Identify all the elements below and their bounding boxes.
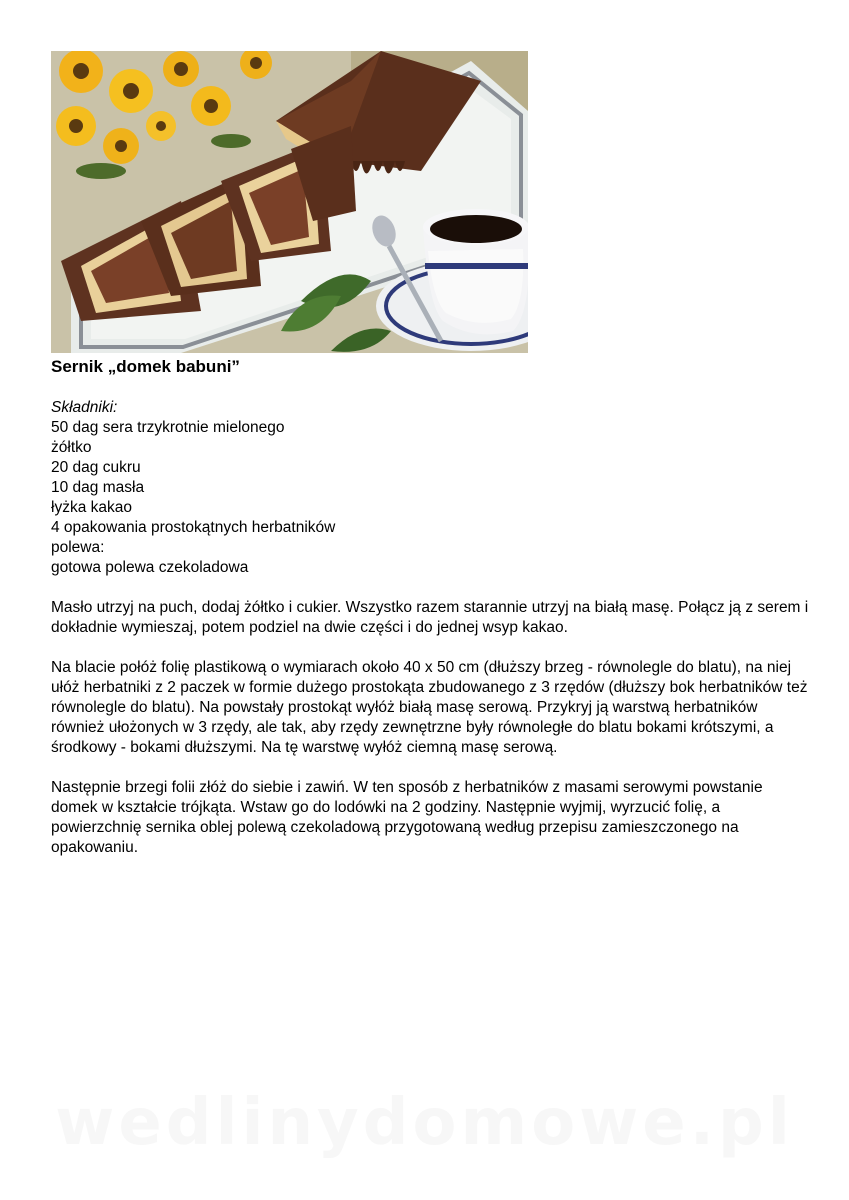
step-paragraph-3: Następnie brzegi folii złóż do siebie i zawiń. W ten sposób z herbatników z masami serowymi powstanie domek w kształcie trójkąta. Wstaw go do lodówki na 2 godziny. Następnie wyjmij, wyrzucić folię, a powierzchnię sernika oblej polewą czekoladową przygotowaną według przepisu zamieszczonego na opakowaniu. [51,779,763,856]
recipe-title: Sernik „domek babuni” [51,357,240,376]
step-paragraph-2: Na blacie połóż folię plastikową o wymiarach około 40 x 50 cm (dłuższy brzeg - równolegle do blatu), na niej ułóż herbatniki z 2 paczek w formie dużego prostokąta zbudowanego z 3 rzędów (dłuższy bok herbatników też równolegle do blatu). Na powstały prostokąt wyłóż białą masę serową. Przykryj ją warstwą herbatników również ułożonych w 3 rzędy, ale tak, aby rzędy zewnętrzne były równoległe do blatu bokami krótszymi, a środkowy - bokami dłuższymi. Na tę warstwę wyłóż ciemną masę serową. [51,659,808,756]
ingredient-item: 20 dag cukru [51,459,141,476]
ingredient-item: łyżka kakao [51,499,132,516]
ingredient-item: 50 dag sera trzykrotnie mielonego [51,419,285,436]
ingredient-item: polewa: [51,539,105,556]
ingredient-item: gotowa polewa czekoladowa [51,559,249,576]
ingredients-list [51,418,811,578]
step-paragraph-1: Masło utrzyj na puch, dodaj żółtko i cukier. Wszystko razem starannie utrzyj na białą masę. Połącz ją z serem i dokładnie wymieszaj, potem podziel na dwie części i do jednej wsyp kakao. [51,599,809,636]
ingredient-item: 10 dag masła [51,479,145,496]
site-watermark: wedlinydomowe.pl [55,1086,794,1160]
recipe-body [51,398,811,858]
ingredients-label: Składniki: [51,399,118,416]
ingredient-item: żółtko [51,439,92,456]
ingredient-item: 4 opakowania prostokątnych herbatników [51,519,336,536]
recipe-photo [51,51,528,353]
